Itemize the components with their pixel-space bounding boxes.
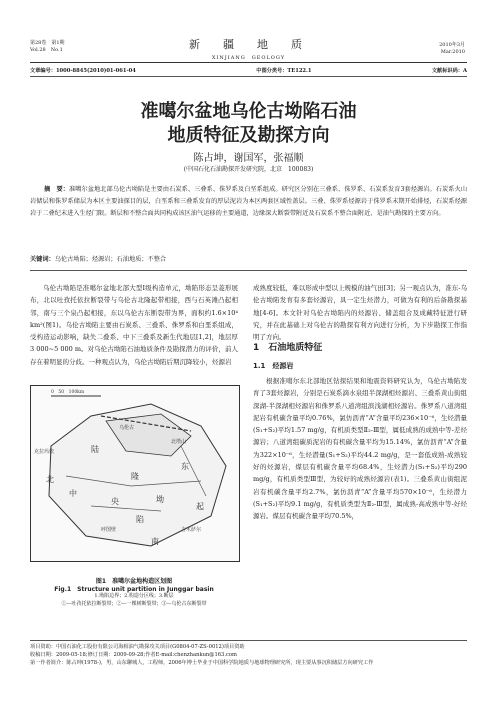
- map-label-xian: 陷: [136, 515, 144, 524]
- keywords: [30, 254, 467, 263]
- volume-cn: 第28卷 第1期: [30, 40, 65, 46]
- subsection-heading-1-1: 1.1 烃源岩: [253, 362, 294, 370]
- footnote-received: 收稿日期：2009-05-18;修订日期：2009-09-28;作者E-mail:chenzhankun@163.com: [30, 652, 237, 659]
- journal-en: XINJIANG GEOLOGY: [211, 55, 286, 61]
- intro-paragraph: 乌伦古坳陷是准噶尔盆地北部大型Ⅰ级构造单元，坳陷形态呈菱形展布，北以吐孜托依拉断裂带与乌伦古北隆起带相接，西与石英滩凸起相邻，南与三个泉凸起相接，东以乌伦古东断裂带为界，面积约1.6×10⁴ km²(图1)。乌伦古坳陷主要由石炭系、三叠系、侏罗系和白垩系组成，受构造运动影响，缺失二叠系、中下三叠系及新生代地层[1,2]，地层厚3 000~5 000 m。对乌伦古坳陷石油地质条件及勘探潜力的评价，前人存在着明显的分歧。一种观点认为，乌伦古坳陷后期沉降较小，烃源岩: [30, 284, 238, 366]
- figure-legend-2: ①—吐孜托依拉断裂带；②—一棵树断裂带；③—乌伦古东断裂带: [61, 600, 207, 607]
- date-en: Mar.2010: [440, 49, 465, 55]
- abstract-rule: [30, 270, 467, 271]
- article-ids: [30, 67, 467, 74]
- scale-text: 0 50 100km: [51, 390, 85, 395]
- document-code: 文献标识码：A: [431, 68, 467, 74]
- keywords-text: 乌伦古坳陷；烃源岩；石油地质；不整合: [54, 256, 167, 263]
- header-rule: [30, 62, 467, 63]
- map-label-nan: 南: [151, 537, 159, 546]
- map-label-qi: 起: [196, 502, 204, 511]
- issue-date: [439, 42, 465, 56]
- journal-cn: 新 疆 地 质: [189, 38, 308, 51]
- map-label-zhong: 中: [69, 489, 77, 498]
- footnote-funding: 项目资助：中国石油化工股份有限公司海相油气勘探攻关项目(G0804-07-ZS-0012)项目资助: [30, 644, 245, 650]
- map-label-huxi: 呼图壁: [101, 527, 117, 533]
- title-line-1: 准噶尔盆地乌伦古坳陷石油: [140, 101, 357, 122]
- map-label-long: 隆: [131, 472, 139, 481]
- ids-rule: [30, 76, 467, 77]
- map-label-beitashan: 北塔山: [171, 439, 187, 445]
- map-label-yang: 央: [111, 497, 119, 506]
- map-label-dong: 东: [181, 462, 189, 471]
- col2-paragraph-2: 根据准噶尔东北部地区钻探结果和地震资料研究认为，乌伦古坳陷发育了3套烃源岩，分别是石炭系滴水泉组半深湖相烃源岩、三叠系黄山街组深湖-半深湖相烃源岩和侏罗系八道湾组滨浅湖相烃源岩。侏罗系八道湾组泥岩有机碳含量平均0.76%，氯仿沥青“A”含量平均236×10⁻⁶，生烃潜量(S₁+S₂)平均1.57 mg/g，有机质类型Ⅱ₂-Ⅲ型，属低成熟的成熟中等-差烃源岩；八道湾组碳质泥岩的有机碳含量平均为15.14%，氯仿沥青“A”含量为322×10⁻⁶，生烃潜量(S₁+S₂)平均44.2 mg/g，是一套低成熟-成熟较好的烃源岩，煤层有机碳含量平均68.4%，生烃潜力(S₁+S₂)平均290 mg/g，有机质类型Ⅲ型，为较好的成熟烃源岩(表1)。三叠系黄山街组泥岩有机碳含量平均2.7%，氯仿沥青“A”含量平均570×10⁻⁶，生烃潜力(S₁+S₂)平均9.1 mg/g，有机质类型为Ⅱ₂-Ⅲ型，属成熟-高成熟中等-好烃源岩。煤层有机碳含量平均70.5%，: [253, 377, 467, 521]
- figure-caption: [30, 578, 238, 608]
- map-label-lu: 陆: [91, 445, 99, 454]
- journal-name: [0, 36, 497, 61]
- abstract-text: 准噶尔盆地北部乌伦古坳陷是主要由石炭系、三叠系、侏罗系及白垩系组成。研究区分别在三叠系、侏罗系、石炭系发育3套烃源岩。石炭系火山岩储层和侏罗系储层为本区主要油探目的层，白垩系和三叠系发育的厚层泥岩为本区两套区域性盖层。三叠、侏罗系烃源岩于侏罗系末期开始排烃，石炭系烃源岩于二叠纪末进入生烃门限。断层和不整合面共同构成该区油气运移的主要通道，边缘深大断裂带附近及石炭系不整合面附近，是油气勘探的主要方向。: [30, 186, 468, 217]
- keywords-label: 关键词：: [30, 256, 55, 263]
- map-label-ao: 坳: [156, 495, 164, 504]
- abstract: [30, 184, 467, 219]
- footnotes: [30, 640, 467, 668]
- abstract-label: 摘 要：: [44, 186, 70, 193]
- footnote-author: 第一作者简介：陈占坤(1978-)，男，山东聊城人，工程师，2006年博士毕业于中国科学院地质与地球物理研究所，现主要从事沉积储层方向研究工作: [30, 660, 374, 667]
- map-label-bei: 北: [46, 475, 54, 484]
- map-label-jimusaer: 吉木萨尔: [181, 527, 202, 533]
- structure-map: [30, 385, 240, 562]
- authors: 陈占坤，谢国军，张福顺: [193, 153, 304, 164]
- figure-caption-cn: 图1 准噶尔盆地构造区划图: [95, 578, 173, 585]
- section-heading-1: 1 石油地质特征: [253, 343, 323, 353]
- col2-paragraph-1: 成熟度较低，难以形成中型以上规模的油气田[3]；另一观点认为，准东-乌伦古坳陷发育有多套烃源岩，具一定生烃潜力，可做为有利的后备勘探基地[4-6]。本文针对乌伦古坳陷内的烃源岩、储盖组合及成藏特征进行研究，并在此基础上对乌伦古的勘探有利方向进行分析，为下步勘探工作指明了方向。: [253, 284, 467, 342]
- title-line-2: 地质特征及勘探方向: [167, 125, 330, 146]
- affiliation: (中国石化石油勘探开发研究院，北京 100083): [183, 166, 314, 173]
- clc-number: 中图分类号：TE122.1: [256, 68, 312, 74]
- article-number: 文章编号：1000-8845(2010)01-061-04: [30, 68, 136, 74]
- date-cn: 2010年3月: [439, 42, 465, 48]
- volume-en: Vol.28 No.1: [30, 47, 63, 53]
- map-label-karamay: 克拉玛依: [34, 449, 55, 455]
- figure-legend-1: 1.坳陷边界；2.构造分区线；3.断层: [94, 593, 174, 599]
- map-label-wulungu: 乌伦古: [119, 425, 135, 431]
- figure-caption-en: Fig.1 Structure unit partition in Junggar basin: [54, 585, 214, 593]
